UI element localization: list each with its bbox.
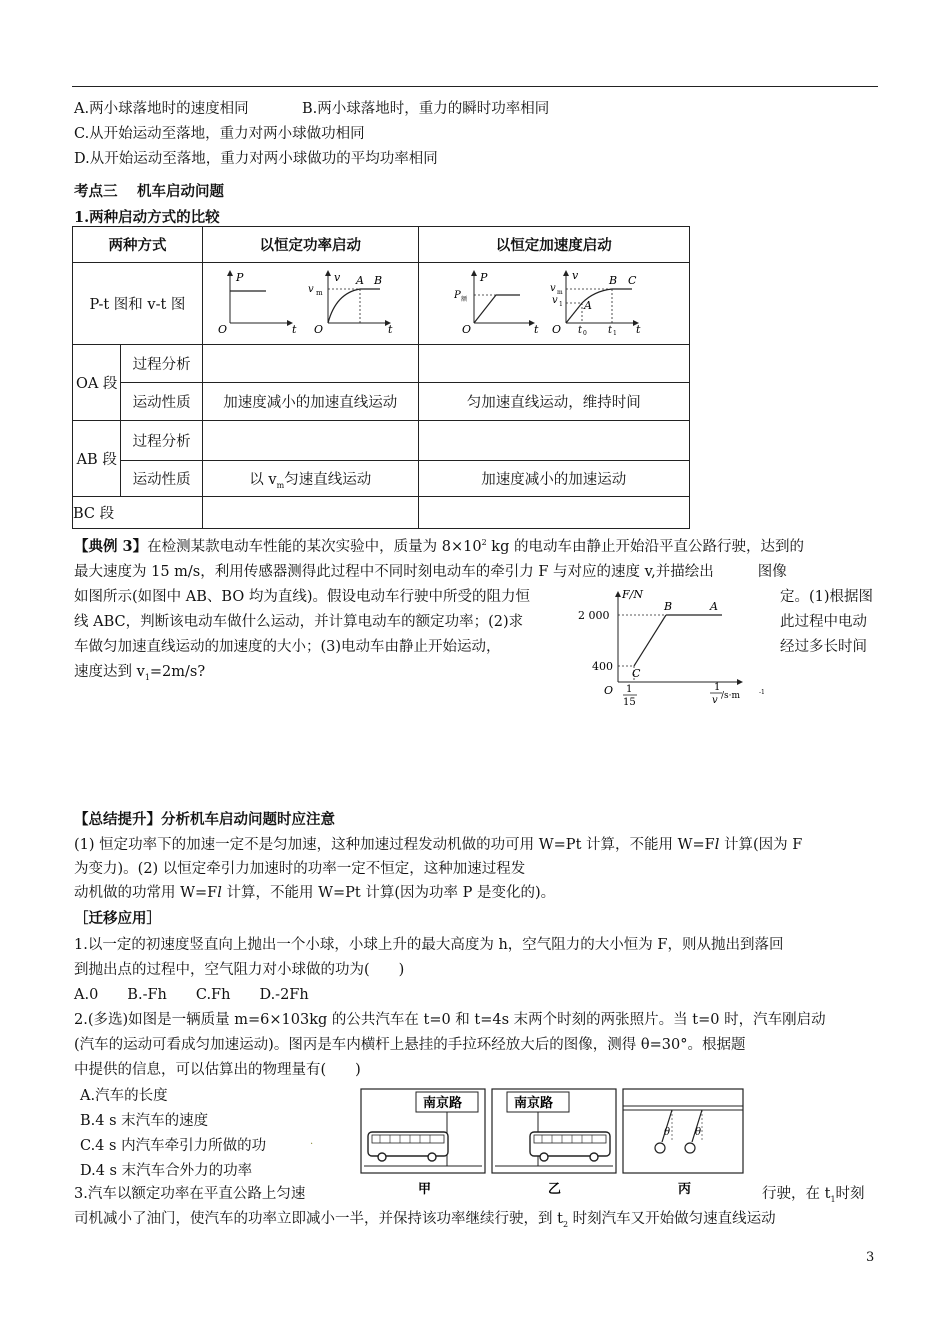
svg-text:t: t xyxy=(577,324,582,336)
question-2-line-1: 2.(多选)如图是一辆质量 m=6×103kg 的公共汽车在 t=0 和 t=4s 末两个时刻的两张照片。当 t=0 时，汽车刚启动 xyxy=(74,1012,826,1028)
graph-accel-start xyxy=(454,267,654,337)
svg-text:O: O xyxy=(314,322,324,336)
svg-text:C: C xyxy=(627,273,637,287)
question-3-line-1: 3.汽车以额定功率在平直公路上匀速 xyxy=(74,1186,306,1202)
svg-text:丙: 丙 xyxy=(678,1182,692,1197)
line-bc xyxy=(634,615,666,666)
stray-dot: . xyxy=(310,1136,314,1147)
svg-text:O: O xyxy=(218,322,228,336)
svg-text:1: 1 xyxy=(626,684,633,695)
table-oa-motion-power: 加速度减小的加速直线运动 xyxy=(202,383,418,421)
table-ab-motion-power: 以 $v_m$匀速直线运动 xyxy=(202,461,418,497)
option-c: C.从开始运动至落地，重力对两小球做功相同 xyxy=(74,126,365,142)
question-1-line-2: 到抛出点的过程中，空气阻力对小球做的功为( ) xyxy=(74,962,405,978)
question-1-line-1: 1.以一定的初速度竖直向上抛出一个小球，小球上升的最大高度为 h，空气阻力的大小恒为 F，则从抛出到落回 xyxy=(74,937,784,953)
svg-text:1: 1 xyxy=(558,300,563,308)
comparison-table xyxy=(72,226,690,529)
svg-text:v: v xyxy=(549,282,556,294)
svg-text:1: 1 xyxy=(612,329,617,337)
svg-text:乙: 乙 xyxy=(548,1182,562,1197)
example-line-3: 如图所示(如图中 AB、BO 均为直线)。假设电动车行驶中所受的阻力恒 xyxy=(74,589,530,605)
svg-text:1: 1 xyxy=(714,682,721,693)
svg-text:v: v xyxy=(712,695,718,706)
table-ab-motion-accel: 加速度减小的加速运动 xyxy=(418,461,689,497)
question-1-options: A.0 B.-Fh C.Fh D.-2Fh xyxy=(74,987,309,1003)
svg-text:2 000: 2 000 xyxy=(578,609,610,622)
table-ab-process-power xyxy=(202,421,418,461)
svg-text:南京路: 南京路 xyxy=(514,1096,554,1111)
svg-text:A: A xyxy=(356,273,365,287)
svg-text:t: t xyxy=(533,322,539,336)
question-2-option-b: B.4 s 末汽车的速度 xyxy=(80,1113,209,1129)
header-rule xyxy=(72,86,878,87)
svg-text:/s·m: /s·m xyxy=(721,691,741,701)
example-line-1: 【典例 3】在检测某款电动车性能的某次实验中，质量为 $8\times 10^2$ kg 的电动车由静止开始沿平直公路行驶，达到的 xyxy=(74,538,804,555)
example-line-4: 线 ABC，判断该电动车做什么运动，并计算电动车的额定功率；(2)求 xyxy=(74,614,524,630)
question-3-line-2: 司机减小了油门，使汽车的功率立即减小一半，并保持该功率继续行驶，到 $t_2$ 时刻汽车又开始做匀速直线运动 xyxy=(74,1211,776,1229)
section-title: 考点三 机车启动问题 xyxy=(74,183,225,200)
svg-text:θ: θ xyxy=(664,1127,671,1138)
svg-text:O: O xyxy=(604,684,614,697)
svg-text:m: m xyxy=(556,288,563,296)
summary-line-2: 为变力)。(2) 以恒定牵引力加速时的功率一定不恒定，这种加速过程发 xyxy=(74,861,526,877)
table-oa-process: 过程分析 xyxy=(121,345,203,383)
page-number: 3 xyxy=(866,1250,875,1265)
table-oa-motion: 运动性质 xyxy=(121,383,203,421)
table-oa-process-power xyxy=(202,345,418,383)
photo-bing xyxy=(623,1089,743,1173)
summary-line-3: 动机做的功常用 W=Fl 计算，不能用 W=Pt 计算(因为功率 P 是变化的)。 xyxy=(74,885,556,901)
svg-text:15: 15 xyxy=(623,697,636,708)
graph-cell-power xyxy=(202,263,418,345)
example-line-3b: 定。(1)根据图 xyxy=(780,589,874,605)
svg-text:F/N: F/N xyxy=(622,588,643,601)
svg-text:O: O xyxy=(551,322,561,336)
svg-text:v: v xyxy=(571,268,578,282)
svg-text:额: 额 xyxy=(460,295,467,303)
example-line-5b: 经过多长时间 xyxy=(780,639,867,655)
example-line-5: 车做匀加速直线运动的加速度的大小；(3)电动车由静止开始运动， xyxy=(74,639,501,655)
svg-text:t: t xyxy=(635,322,641,336)
question-2-option-d: D.4 s 末汽车合外力的功率 xyxy=(80,1163,253,1179)
table-ab-process-accel xyxy=(418,421,689,461)
bus-icon xyxy=(368,1132,448,1161)
svg-text:B: B xyxy=(664,600,673,613)
force-inverse-velocity-graph xyxy=(574,584,774,708)
svg-text:m: m xyxy=(316,288,323,297)
table-bc-accel xyxy=(418,497,689,529)
table-bc-label: BC 段 xyxy=(73,497,203,529)
example-line-4b: 此过程中电动 xyxy=(780,614,867,630)
option-a: A.两小球落地时的速度相同 xyxy=(74,101,249,117)
table-ab-motion: 运动性质 xyxy=(121,461,203,497)
example-line-6: 速度达到 $v_1=2m/s$? xyxy=(74,664,206,682)
graph-cell-accel xyxy=(418,263,689,345)
svg-text:v: v xyxy=(308,283,314,295)
table-ab-label: AB 段 xyxy=(73,421,121,497)
svg-text:甲: 甲 xyxy=(418,1182,432,1197)
svg-text:南京路: 南京路 xyxy=(423,1096,463,1111)
svg-text:t: t xyxy=(607,324,612,336)
graph-power-start xyxy=(210,267,410,337)
svg-text:t: t xyxy=(292,322,297,336)
example-line-2: 最大速度为 15 m/s，利用传感器测得此过程中不同时刻电动车的牵引力 F 与对应的速度 v,并描绘出 图像 xyxy=(74,564,787,580)
table-bc-power xyxy=(202,497,418,529)
bus-photos-figure xyxy=(360,1088,745,1200)
svg-text:0: 0 xyxy=(582,329,587,337)
svg-text:B: B xyxy=(608,273,617,287)
summary-title: 【总结提升】分析机车启动问题时应注意 xyxy=(74,811,335,828)
svg-text:-1: -1 xyxy=(759,689,765,696)
table-head-accel: 以恒定加速度启动 xyxy=(418,227,689,263)
table-oa-label: OA 段 xyxy=(73,345,121,421)
svg-text:400: 400 xyxy=(592,660,613,673)
question-2-line-3: 中提供的信息，可以估算出的物理量有( ) xyxy=(74,1062,361,1078)
svg-text:θ: θ xyxy=(695,1127,702,1138)
summary-line-1: (1) 恒定功率下的加速一定不是匀加速，这种加速过程发动机做的功可用 W=Pt 计算，不能用 W=Fl 计算(因为 F xyxy=(74,837,803,853)
svg-text:C: C xyxy=(632,667,641,680)
table-oa-process-accel xyxy=(418,345,689,383)
svg-text:A: A xyxy=(583,298,592,312)
option-d: D.从开始运动至落地，重力对两小球做功的平均功率相同 xyxy=(74,151,438,167)
option-b: B.两小球落地时，重力的瞬时功率相同 xyxy=(302,101,550,117)
svg-text:P: P xyxy=(479,270,488,284)
question-2-option-c: C.4 s 内汽车牵引力所做的功 xyxy=(80,1138,267,1154)
svg-text:v: v xyxy=(551,294,558,306)
svg-text:A: A xyxy=(710,600,718,613)
svg-text:B: B xyxy=(374,273,383,287)
question-2-line-2: (汽车的运动可看成匀加速运动)。图丙是车内横杆上悬挂的手拉环经放大后的图像，测得 θ=30°。根据题 xyxy=(74,1037,746,1053)
table-oa-motion-accel: 匀加速直线运动，维持时间 xyxy=(418,383,689,421)
table-head-power: 以恒定功率启动 xyxy=(202,227,418,263)
question-3-line-1b: 行驶，在 $t_1$时刻 xyxy=(762,1186,865,1204)
section-subtitle: 1.两种启动方式的比较 xyxy=(74,209,220,226)
svg-text:t: t xyxy=(388,322,393,336)
table-ab-process: 过程分析 xyxy=(121,421,203,461)
svg-text:v: v xyxy=(334,270,341,284)
svg-text:P: P xyxy=(236,270,244,284)
migration-title: ［迁移应用］ xyxy=(74,910,161,927)
bus-icon xyxy=(530,1132,610,1161)
svg-text:P: P xyxy=(453,289,461,301)
table-head-mode: 两种方式 xyxy=(73,227,203,263)
table-row-graph-label: P-t 图和 v-t 图 xyxy=(73,263,203,345)
svg-text:O: O xyxy=(461,322,471,336)
question-2-option-a: A.汽车的长度 xyxy=(80,1088,168,1104)
